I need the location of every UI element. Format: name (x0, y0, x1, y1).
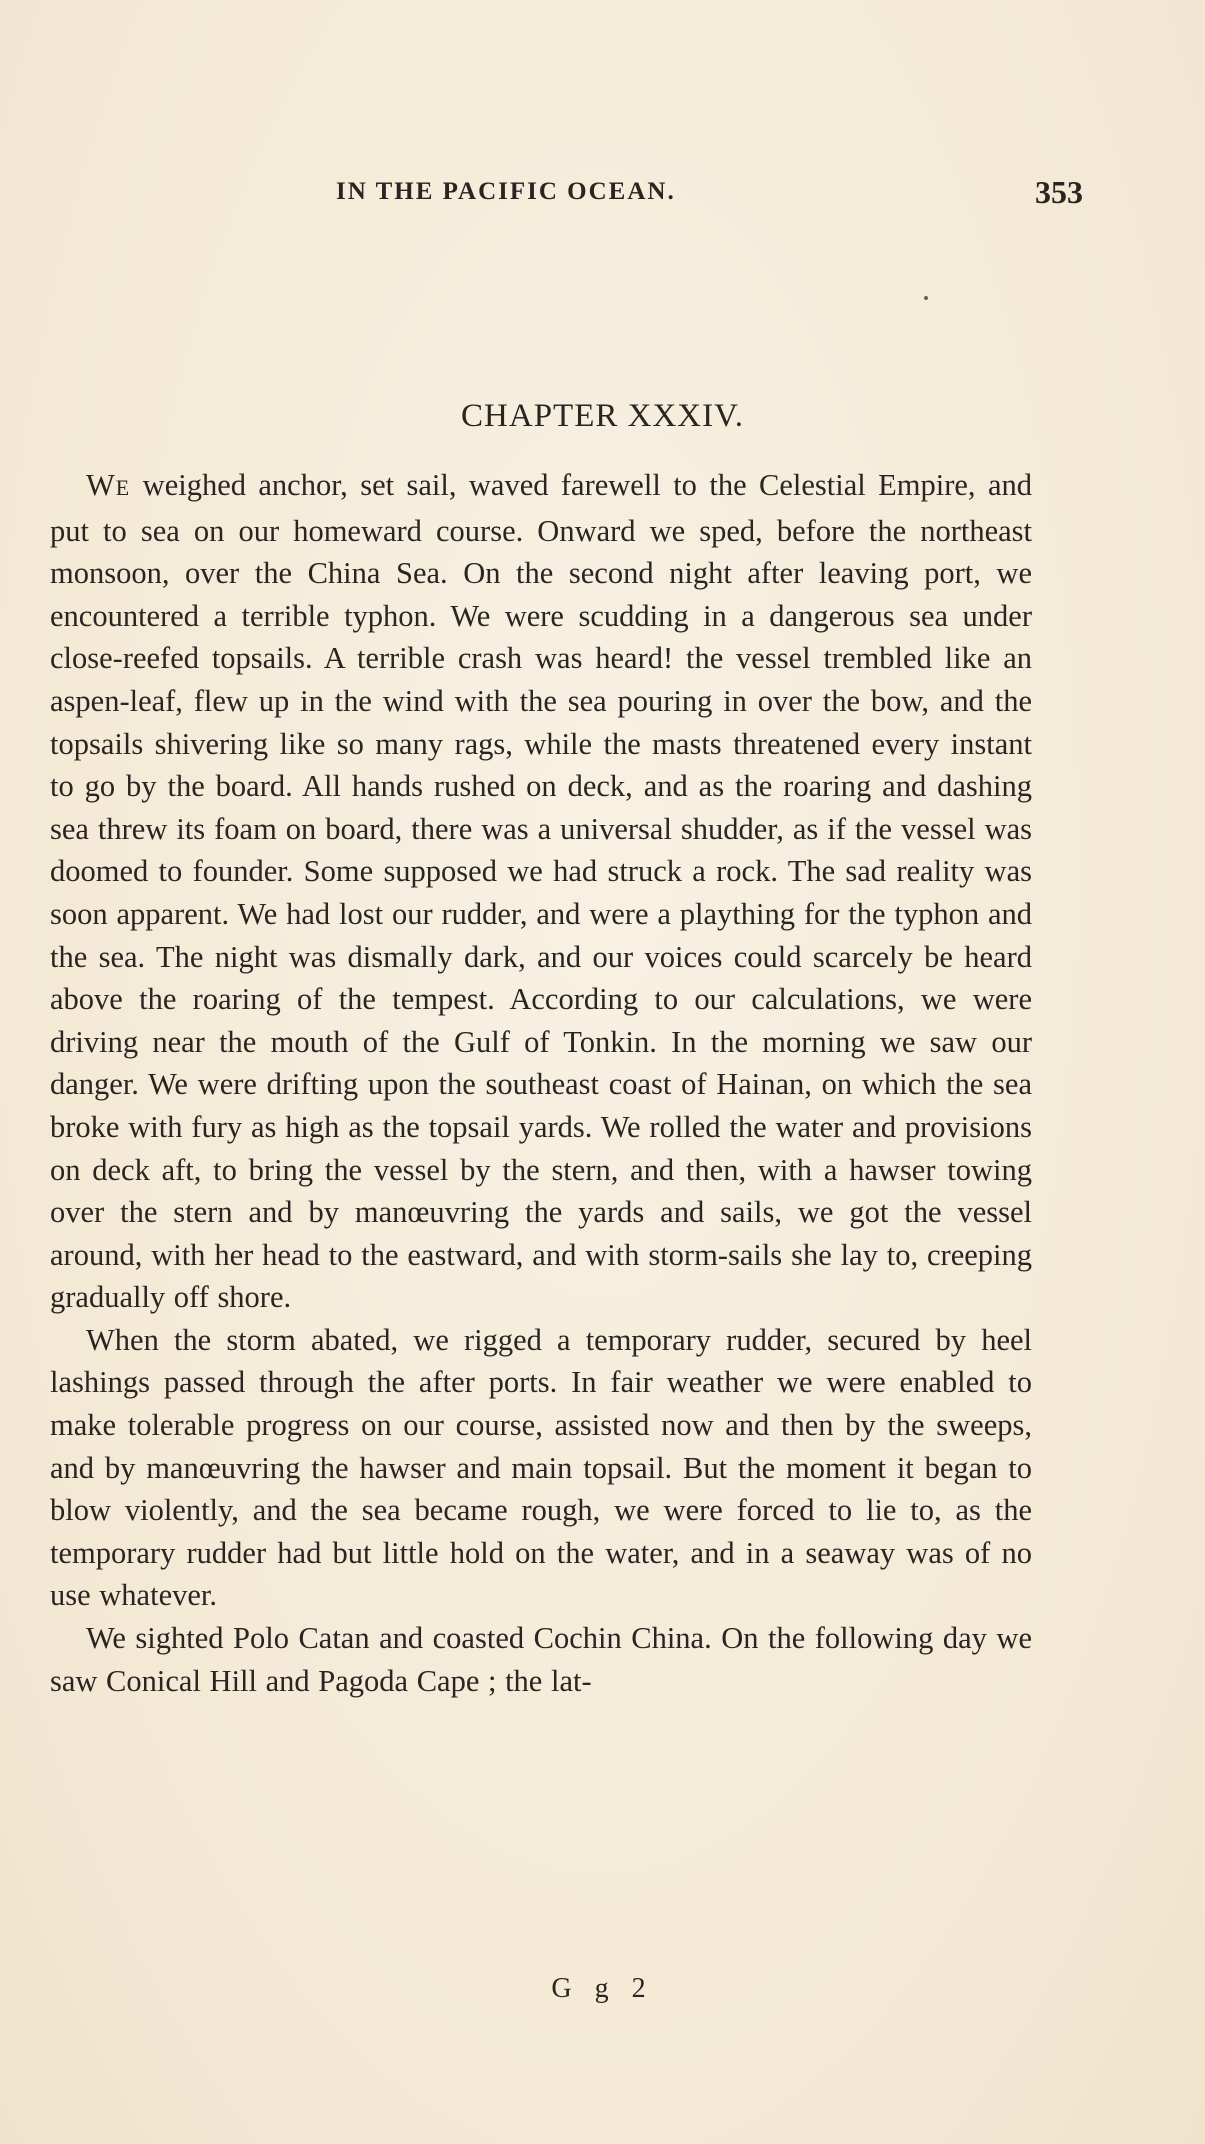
chapter-title: CHAPTER XXXIV. (461, 398, 744, 434)
print-speck (924, 296, 928, 300)
paragraph-2-text: When the storm abated, we rigged a temporary rudder, secured by heel lashings passed through the after ports. In fair weather we were enabled to make tolerable progress on our course, assisted now and then by the sweeps, and by manœuvring the hawser and main topsail. But the moment it began to blow violently, and the sea became rough, we were forced to lie to, as the temporary rudder had but little hold on the water, and in a seaway was of no use whatever. (50, 1322, 1032, 1613)
paragraph-1-text: weighed anchor, set sail, waved farewell to the Celestial Empire, and put to sea on our homeward course. Onward we sped, before the northeast monsoon, over the China Sea. On the second night after leaving port, we encountered a terrible typhon. We were scudding in a dangerous sea under close-reefed topsails. A terrible crash was heard! the vessel trembled like an aspen-leaf, flew up in the wind with the sea pouring in over the bow, and the topsails shivering like so many rags, while the masts threatened every instant to go by the board. All hands rushed on deck, and as the roaring and dashing sea threw its foam on board, there was a universal shudder, as if the vessel was doomed to founder. Some supposed we had struck a rock. The sad reality was soon apparent. We had lost our rudder, and were a plaything for the typhon and the sea. The night was dismally dark, and our voices could scarcely be heard above the roaring of the tempest. According to our calculations, we were driving near the mouth of the Gulf of Tonkin. In the morning we saw our danger. We were drifting upon the southeast coast of Hainan, on which the sea broke with fury as high as the topsail yards. We rolled the water and provisions on deck aft, to bring the vessel by the stern, and then, with a hawser towing over the stern and by manœuvring the yards and sails, we got the vessel around, with her head to the eastward, and with storm-sails she lay to, creeping gradually off shore. (50, 468, 1032, 1315)
paragraph-1-opening (86, 468, 131, 502)
paragraph-3 (50, 1617, 1032, 1702)
paragraph-1 (50, 464, 1032, 1319)
signature-mark: G g 2 (551, 1973, 654, 2004)
running-head (50, 174, 1083, 218)
page-number: 353 (1035, 174, 1083, 210)
body-text (50, 464, 1032, 1702)
opening-initial: W (86, 468, 116, 502)
running-title: IN THE PACIFIC OCEAN. (336, 178, 676, 205)
opening-small-caps: E (115, 475, 131, 500)
paragraph-3-text: We sighted Polo Catan and coasted Cochin China. On the following day we saw Conical Hill and Pagoda Cape ; the lat- (50, 1621, 1032, 1698)
paragraph-2 (50, 1319, 1032, 1617)
